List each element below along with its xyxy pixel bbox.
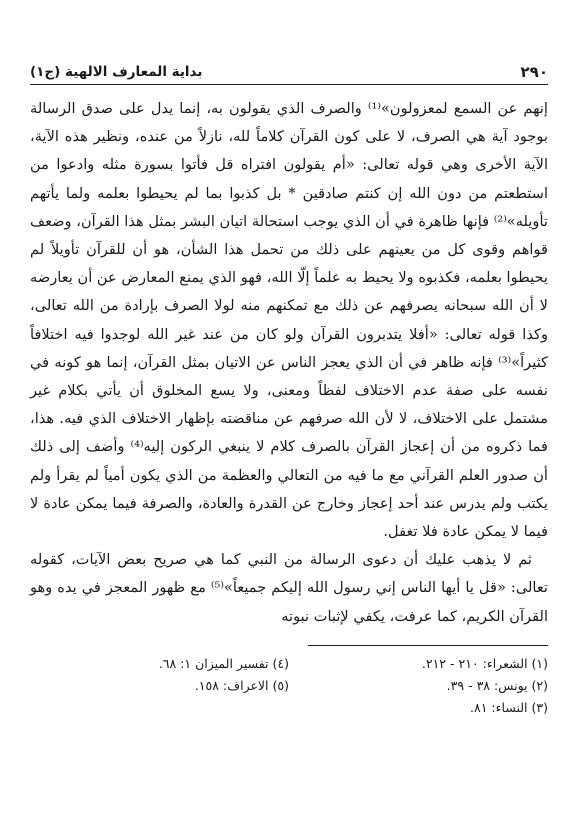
page-number: ٢٩٠ — [520, 63, 548, 81]
page-header — [30, 60, 548, 85]
footnote: (١) الشعراء: ٢١٠ - ٢١٢. — [421, 655, 548, 671]
paragraph: ثم لا يذهب عليك أن دعوى الرسالة من النبي كما هي صريح بعض الآيات، كقوله تعالى: «قل يا أيها الناس إني رسول الله إليكم جميعاً»⁽⁵⁾ مع ظهور المعجز في يده وهو القرآن الكريم، كما عرفت، يكفي لإثبات نبوته — [30, 551, 548, 625]
footnote: (٤) تفسير الميزان ١: ٦٨. — [158, 655, 289, 671]
paragraph: إنهم عن السمع لمعزولون»⁽¹⁾ والصرف الذي يقولون به، إنما يدل على صدق الرسالة بوجود آية هي الصرف، لا على كون القرآن كلاماً لله، نازلاً من عنده، ونظير هذه الآية، الآية الأخرى وهي قوله تعالى: «أم يقولون افتراه قل فأتوا بسورة مثله وادعوا من استطعتم من دون الله إن كنتم صادقين * بل كذبوا بما لم يحيطوا بعلمه ولما يأتهم تأويله»⁽²⁾ فإنها ظاهرة في أن الذي يوجب استحالة اتيان البشر بمثل هذا القرآن، وضعف قواهم وقوى كل من يعينهم على ذلك من تحمل هذا الشأن، هو أن للقرآن تأويلاً لم يحيطوا بعلمه، فكذبوه ولا يحيط به علماً إلّا الله، فهو الذي يمنع المعارض عن أن يعارضه لا أن الله سبحانه يصرفهم عن ذلك مع تمكنهم منه لولا الصرف بإرادة من الله تعالى، وكذا قوله تعالى: «أفلا يتدبرون القرآن ولو كان من عند غير الله لوجدوا فيه اختلافاً كثيراً»⁽³⁾ فإنه ظاهر في أن الذي يعجز الناس عن الاتيان بمثل القرآن، إنما هو كونه في نفسه على صفة عدم الاختلاف لفظاً ومعنى، ولا يسع المخلوق أن يأتي بكلام غير مشتمل على الاختلاف، لا لأن الله صرفهم عن مناقضته بإظهار الاختلاف الذي فيه. هذا، فما ذكروه من أن إعجاز القرآن بالصرف كلام لا ينبغي الركون إليه⁽⁴⁾ وأضف إلى ذلك أن صدور العلم القرآني مع ما فيه من التعالي والعظمة من الذي يكون أمياً لم يقرأ ولم يكتب ولم يدرس عند أحد إعجاز وخارج عن القدرة والعادة، والصرفة فيما يمكن عادة لا فيما لا يمكن عادة فلا تغفل. — [30, 100, 548, 541]
running-title: بداية المعارف الالهية (ج١) — [30, 64, 203, 80]
document-page — [30, 60, 548, 800]
footnote: (٢) يونس: ٣٨ - ٣٩. — [446, 677, 548, 693]
footnote: (٣) النساء: ٨١. — [470, 699, 548, 715]
footnote: (٥) الاعراف: ١٥٨. — [194, 677, 289, 693]
footnote-divider — [308, 645, 548, 646]
body-text — [30, 95, 548, 631]
footnotes — [30, 656, 548, 722]
